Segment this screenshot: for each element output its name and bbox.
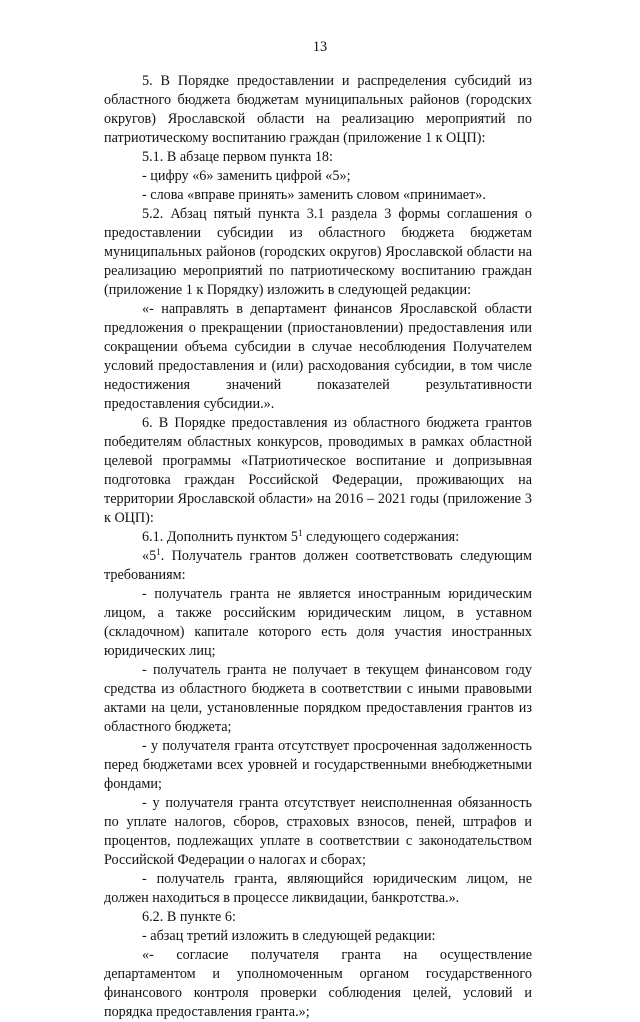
paragraph xyxy=(104,528,532,547)
paragraph: - абзац третий изложить в следующей редакции: xyxy=(142,928,436,944)
paragraph: - слова «вправе принять» заменить словом «принимает». xyxy=(142,187,486,203)
paragraph: - получатель гранта не получает в текущем финансовом году средства из областного бюджета в соответствии с иными правовыми актами на цели, установленные порядком предоставления грантов из областного бюджета; xyxy=(104,662,532,735)
page-number: 13 xyxy=(312,39,328,55)
paragraph: «- согласие получателя гранта на осуществление департаментом и уполномоченным органом государственного финансового контроля проверки соблюдения целей, условий и порядка предоставления гранта.»; xyxy=(104,947,532,1020)
paragraph: «- направлять в департамент финансов Ярославской области предложения о прекращении (приостановлении) предоставления или сокращении объема субсидии в случае несоблюдения Получателем условий предоставления и (или) расходования субсидии, в том числе недостижения значений показателей результативности предоставления субсидии.». xyxy=(104,301,532,412)
superscript: 1 xyxy=(156,547,161,557)
paragraph-text: следующего содержания: xyxy=(302,529,460,545)
paragraph-text: 6.1. Дополнить пунктом 5 xyxy=(142,529,299,545)
paragraph-text: . Получатель грантов должен соответствовать следующим требованиям: xyxy=(104,548,532,583)
paragraph: - получатель гранта не является иностранным юридическим лицом, а также российским юридическим лицом, в уставном (складочном) капитале которого есть доля участия иностранных юридических лиц; xyxy=(104,586,532,659)
paragraph: 5.2. Абзац пятый пункта 3.1 раздела 3 формы соглашения о предоставлении субсидии из областного бюджета бюджетам муниципальных районов (городских округов) Ярославской области на реализацию мероприятий по патриотическому воспитанию граждан (приложение 1 к Порядку) изложить в следующей редакции: xyxy=(104,206,532,298)
paragraph: - получатель гранта, являющийся юридическим лицом, не должен находиться в процессе ликвидации, банкротства.». xyxy=(104,871,532,906)
paragraph: 6.2. В пункте 6: xyxy=(142,909,236,925)
paragraph-text: «5 xyxy=(142,548,157,564)
document-body xyxy=(104,72,532,1022)
paragraph: - у получателя гранта отсутствует неисполненная обязанность по уплате налогов, сборов, страховых взносов, пеней, штрафов и процентов, подлежащих уплате в соответствии с законодательством Российской Федерации о налогах и сборах; xyxy=(104,795,532,868)
paragraph: 6. В Порядке предоставления из областного бюджета грантов победителям областных конкурсов, проводимых в рамках областной целевой программы «Патриотическое воспитание и допризывная подготовка граждан Российской Федерации, проживающих на территории Ярославской области» на 2016 – 2021 годы (приложение 3 к ОЦП): xyxy=(104,415,532,526)
paragraph: - у получателя гранта отсутствует просроченная задолженность перед бюджетами всех уровней и государственными внебюджетными фондами; xyxy=(104,738,532,792)
paragraph xyxy=(104,547,532,585)
paragraph: 5.1. В абзаце первом пункта 18: xyxy=(142,149,333,165)
paragraph: - цифру «6» заменить цифрой «5»; xyxy=(142,168,351,184)
paragraph: 5. В Порядке предоставлении и распределения субсидий из областного бюджета бюджетам муниципальных районов (городских округов) Ярославской области на реализацию мероприятий по патриотическому воспитанию граждан (приложение 1 к ОЦП): xyxy=(104,73,532,146)
superscript: 1 xyxy=(298,528,303,538)
